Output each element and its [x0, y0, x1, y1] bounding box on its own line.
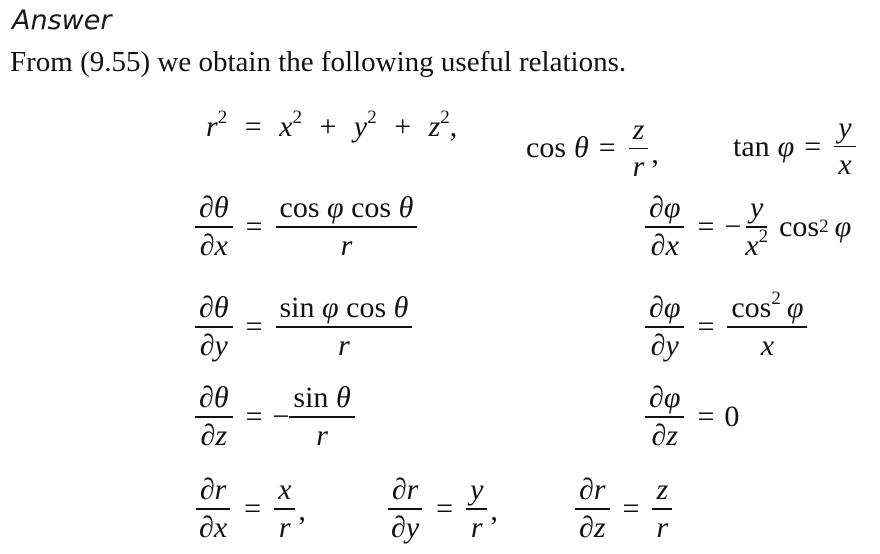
relation-dr-dx: $\frac{\partial r}{\partial x}$ = $\frac{x}{r}$ ,	[192, 472, 306, 546]
relation-dphi-dz: $\frac{\partial\varphi}{\partial z}$ = 0	[642, 380, 739, 454]
fraction-x-over-r: $\frac{x}{r}$	[274, 472, 295, 546]
derivative-dphi-dz: $\frac{\partial\varphi}{\partial z}$	[645, 380, 684, 454]
fraction-cos2phi-over-x: $\frac{\cos^2 \varphi}{x}$	[727, 290, 807, 364]
relation-dr-dz: $\frac{\partial r}{\partial z}$ = $\frac{z}{r}$	[572, 472, 675, 546]
fraction-z-over-r-2: $\frac{z}{r}$	[652, 472, 672, 546]
relation-dphi-dx: $\frac{\partial\varphi}{\partial x}$ = − $\frac{y}{x^2}$ cos 2 φ	[642, 190, 851, 264]
fraction-y-over-x: $\frac{y}{x}$	[834, 110, 855, 183]
relation-cos-theta: cos θ = $\frac{z}{r}$ ,	[526, 113, 659, 183]
relation-dtheta-dy: $\frac{\partial\theta}{\partial y}$ = $\frac{\text{sin φ cos θ}}{r}$	[192, 290, 415, 364]
relation-dtheta-dz: $\frac{\partial\theta}{\partial z}$ = − $\frac{\text{sin θ}}{r}$	[192, 380, 358, 454]
derivative-dphi-dx: $\frac{\partial\varphi}{\partial x}$	[645, 190, 684, 264]
relation-tan-phi: tan φ = $\frac{y}{x}$	[733, 110, 859, 183]
relation-dtheta-dx: $\frac{\partial\theta}{\partial x}$ = $\frac{\text{cos φ cos θ}}{r}$	[192, 190, 420, 264]
derivative-dtheta-dx: $\frac{\partial\theta}{\partial x}$	[195, 190, 233, 264]
fraction-y-over-r: $\frac{y}{r}$	[466, 472, 487, 546]
intro-text: From (9.55) we obtain the following useful relations.	[10, 46, 627, 78]
fraction-cosphi-costheta-over-r: $\frac{\text{cos φ cos θ}}{r}$	[276, 190, 418, 264]
answer-heading: Answer	[12, 5, 112, 36]
fraction-y-over-x-squared: $\frac{y}{x^2}$	[745, 191, 769, 262]
derivative-dr-dx: $\frac{\partial r}{\partial x}$	[195, 472, 231, 546]
derivative-dtheta-dz: $\frac{\partial\theta}{\partial z}$	[195, 380, 233, 454]
derivative-dtheta-dy: $\frac{\partial\theta}{\partial y}$	[195, 290, 233, 364]
derivative-dr-dz: $\frac{\partial r}{\partial z}$	[575, 472, 610, 546]
fraction-z-over-r: $\frac{z}{r}$	[629, 112, 649, 185]
relation-dphi-dy: $\frac{\partial\varphi}{\partial y}$ = $\frac{\cos^2 \varphi}{x}$	[642, 290, 810, 364]
relation-row-1	[206, 107, 458, 144]
fraction-sintheta-over-r: $\frac{\text{sin θ}}{r}$	[289, 380, 354, 454]
derivative-dphi-dy: $\frac{\partial\varphi}{\partial y}$	[645, 290, 684, 364]
relation-r-squared: $r^2 = x^2 + y^2 + z^2$,	[206, 107, 458, 143]
fraction-sinphi-costheta-over-r: $\frac{\text{sin φ cos θ}}{r}$	[276, 290, 413, 364]
relation-dr-dy: $\frac{\partial r}{\partial y}$ = $\frac{y}{r}$ ,	[384, 472, 498, 546]
derivative-dr-dy: $\frac{\partial r}{\partial y}$	[387, 472, 423, 546]
